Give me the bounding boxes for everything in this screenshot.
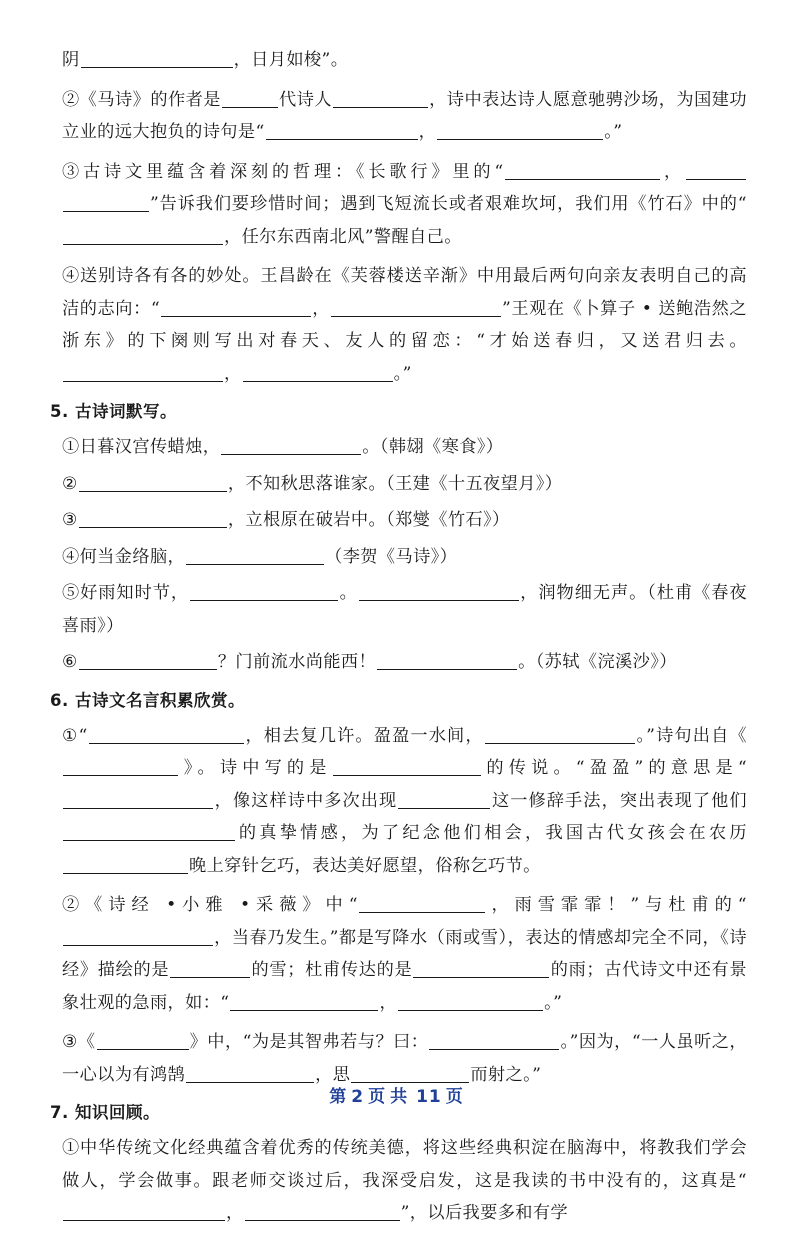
answer-blank[interactable] [63, 1201, 225, 1221]
answer-blank[interactable] [398, 789, 490, 809]
answer-blank[interactable] [359, 893, 485, 913]
answer-blank[interactable] [429, 1030, 559, 1050]
answer-blank[interactable] [351, 1063, 469, 1083]
worksheet-content [50, 44, 748, 1237]
answer-blank[interactable] [63, 362, 223, 382]
answer-blank[interactable] [505, 160, 660, 180]
answer-blank[interactable] [63, 854, 188, 874]
answer-blank[interactable] [437, 120, 603, 140]
q4-item-4: ④送别诗各有各的妙处。王昌龄在《芙蓉楼送辛渐》中用最后两句向亲友表明自己的高洁的志向：“ ， ”王观在《卜算子 • 送鲍浩然之浙东》的下阕则写出对春天、友人的留恋：“才始送春归，又送君归去。， 。” [62, 266, 747, 384]
page-number: 2 [351, 1087, 365, 1107]
answer-blank[interactable] [190, 581, 338, 601]
answer-blank[interactable] [170, 958, 250, 978]
answer-blank[interactable] [97, 1030, 189, 1050]
total-pages: 11 [416, 1087, 442, 1107]
answer-blank[interactable] [333, 88, 428, 108]
answer-blank[interactable] [245, 1201, 400, 1221]
q4-item-3: ③古诗文里蕴含着深刻的哲理：《长歌行》里的“ ，”告诉我们要珍惜时间；遇到飞短流长或者艰难坎坷，我们用《竹石》中的“，任尔东西南北风”警醒自己。 [62, 161, 747, 247]
answer-blank[interactable] [485, 724, 635, 744]
q5-item-1: ①日暮汉宫传蜡烛， 。（韩翃《寒食》） [62, 437, 504, 457]
answer-blank[interactable] [89, 724, 244, 744]
answer-blank[interactable] [63, 756, 178, 776]
answer-blank[interactable] [230, 991, 378, 1011]
answer-blank[interactable] [221, 435, 361, 455]
page-footer: 第 2 页 共 11 页 [329, 1087, 464, 1107]
answer-blank[interactable] [63, 192, 149, 212]
section-heading-5: 5. 古诗词默写。 [50, 402, 177, 421]
section-heading-6: 6. 古诗文名言积累欣赏。 [50, 690, 245, 710]
q6-item-3: ③《 》中，“为是其智弗若与？曰： 。”因为，“一人虽听之，一心以为有鸿鹄 ，思 而射之。” [62, 1032, 747, 1085]
answer-blank[interactable] [333, 756, 481, 776]
answer-blank[interactable] [79, 472, 227, 492]
q4-item-2: ②《马诗》的作者是 代诗人 ，诗中表达诗人愿意驰骋沙场，为国建功立业的远大抱负的诗句是“ ， 。” [62, 89, 748, 142]
answer-blank[interactable] [79, 650, 217, 670]
q5-item-6: ⑥ ？门前流水尚能西！ 。（苏轼《浣溪沙》） [62, 652, 677, 672]
answer-blank[interactable] [359, 581, 519, 601]
q5-item-3: ③ ，立根原在破岩中。（郑燮《竹石》） [62, 510, 510, 530]
answer-blank[interactable] [222, 88, 278, 108]
answer-blank[interactable] [63, 225, 223, 245]
section-heading-7: 7. 知识回顾。 [50, 1103, 160, 1122]
answer-blank[interactable] [398, 991, 543, 1011]
answer-blank[interactable] [331, 297, 501, 317]
q5-item-4: ④何当金络脑， （李贺《马诗》） [62, 546, 458, 567]
answer-blank[interactable] [186, 1063, 314, 1083]
answer-blank[interactable] [63, 821, 235, 841]
q5-item-5: ⑤好雨知时节， 。 ，润物细无声。（杜甫《春夜喜雨》） [62, 583, 747, 636]
answer-blank[interactable] [377, 650, 517, 670]
answer-blank[interactable] [686, 160, 746, 180]
q7-item-1: ①中华传统文化经典蕴含着优秀的传统美德，将这些经典积淀在脑海中，将教我们学会做人，学会做事。跟老师交谈过后，我深受启发，这是我读的书中没有的，这真是“， ”，以后我要多和有学 [62, 1138, 747, 1223]
answer-blank[interactable] [81, 48, 233, 68]
answer-blank[interactable] [63, 789, 213, 809]
answer-blank[interactable] [161, 297, 311, 317]
answer-blank[interactable] [63, 926, 213, 946]
q4-item-1: 阴 ，日月如梭”。 [62, 50, 349, 70]
answer-blank[interactable] [413, 958, 549, 978]
answer-blank[interactable] [186, 545, 324, 565]
q5-item-2: ② ，不知秋思落谁家。（王建《十五夜望月》） [62, 473, 563, 494]
answer-blank[interactable] [266, 120, 418, 140]
q6-item-1: ①“ ，相去复几许。盈盈一水间， 。”诗句出自《》。诗中写的是 的传说。“盈盈”的意思是“，像这样诗中多次出现 这一修辞手法，突出表现了他们的真挚情感，为了纪念他们相会，我国古代女孩会在农历晚上穿针乞巧，表达美好愿望，俗称乞巧节。 [62, 725, 748, 876]
answer-blank[interactable] [243, 362, 393, 382]
q6-item-2: ②《诗经 •小雅 •采薇》中“ ，雨雪霏霏！”与杜甫的“，当春乃发生。”都是写降水（雨或雪），表达的情感却完全不同，《诗经》描绘的是 的雪；杜甫传达的是 的雨；古代诗文中还有景象壮观的急雨，如：“ ， 。” [62, 895, 748, 1013]
answer-blank[interactable] [79, 508, 227, 528]
